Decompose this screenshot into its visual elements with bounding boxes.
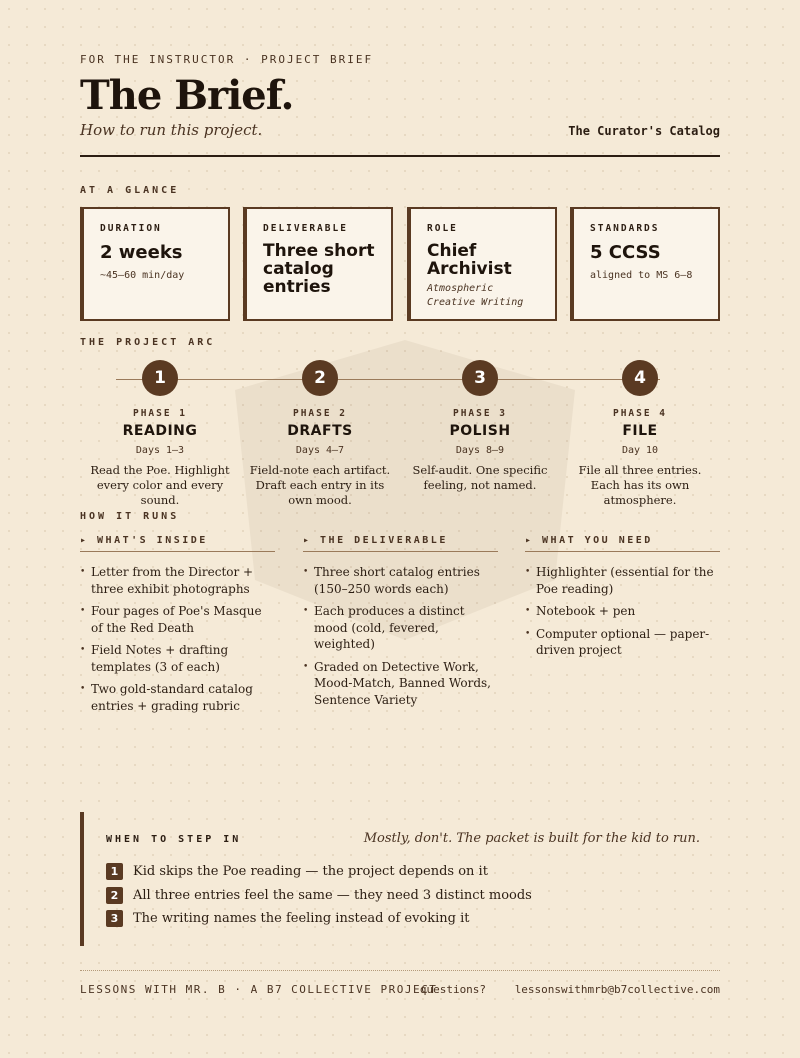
card-label: ROLE <box>427 223 458 234</box>
phase-days: Day 10 <box>621 445 659 456</box>
list-item: • Letter from the Director + three exhibit photographs <box>80 564 275 597</box>
step-number-badge: 3 <box>106 910 123 927</box>
step-text: Kid skips the Poe reading — the project depends on it <box>133 864 488 880</box>
list-item: • Four pages of Poe's Masque of the Red Death <box>80 603 275 636</box>
footer-rule <box>80 970 720 971</box>
how-it-runs-label: HOW IT RUNS <box>80 511 180 522</box>
phase-name: DRAFTS <box>287 423 353 439</box>
card-duration <box>80 207 230 321</box>
project-arc <box>80 360 720 510</box>
column-list <box>525 564 720 659</box>
column-whats-inside <box>80 535 275 720</box>
phase-name: FILE <box>622 423 658 439</box>
when-to-step-in-box <box>80 812 720 946</box>
phase-name: POLISH <box>449 423 511 439</box>
phase-number-badge: 2 <box>302 360 338 396</box>
card-standards <box>570 207 720 321</box>
step-item <box>106 860 532 884</box>
phase-1 <box>80 360 240 508</box>
phase-number-badge: 4 <box>622 360 658 396</box>
column-heading: ▸ THE DELIVERABLE <box>303 535 498 552</box>
card-value: Chief Archivist <box>427 241 512 279</box>
phase-number-badge: 1 <box>142 360 178 396</box>
phase-4 <box>560 360 720 508</box>
card-note: ~45–60 min/day <box>100 270 185 281</box>
phase-2 <box>240 360 400 508</box>
phase-description: File all three entries. Each has its own atmosphere. <box>578 463 702 507</box>
step-in-list <box>106 860 532 931</box>
list-item: • Field Notes + drafting templates (3 of each) <box>80 642 275 675</box>
step-text: The writing names the feeling instead of evoking it <box>133 911 470 927</box>
list-item: • Computer optional — paper-driven project <box>525 626 720 659</box>
card-role <box>407 207 557 321</box>
page-title: The Brief. <box>80 72 294 119</box>
brief-page <box>80 0 720 1058</box>
column-heading: ▸ WHAT YOU NEED <box>525 535 720 552</box>
footer-credit: LESSONS WITH MR. B · A B7 COLLECTIVE PROJECT <box>80 983 438 996</box>
phase-number-badge: 3 <box>462 360 498 396</box>
page-subtitle: How to run this project. <box>80 121 263 139</box>
header-rule <box>80 155 720 157</box>
step-text: All three entries feel the same — they need 3 distinct moods <box>133 887 532 903</box>
list-item: • Notebook + pen <box>525 603 720 620</box>
card-label: STANDARDS <box>590 223 660 234</box>
phase-days: Days 4–7 <box>295 445 345 456</box>
column-list <box>80 564 275 714</box>
list-item: • Two gold-standard catalog entries + grading rubric <box>80 681 275 714</box>
card-label: DELIVERABLE <box>263 223 348 234</box>
list-item: • Each produces a distinct mood (cold, fevered, weighted) <box>303 603 498 653</box>
card-deliverable <box>243 207 393 321</box>
phase-days: Days 1–3 <box>135 445 185 456</box>
card-value: Three short catalog entries <box>263 241 375 297</box>
phase-3 <box>400 360 560 493</box>
project-name: The Curator's Catalog <box>568 124 720 138</box>
step-in-note: Mostly, don't. The packet is built for the kid to run. <box>363 831 700 846</box>
column-what-you-need <box>525 535 720 665</box>
phase-days: Days 8–9 <box>455 445 505 456</box>
project-arc-label: THE PROJECT ARC <box>80 337 216 348</box>
step-item <box>106 907 532 931</box>
footer-question: questions? <box>419 983 487 996</box>
phase-label: PHASE 3 <box>452 408 508 419</box>
step-item <box>106 884 532 908</box>
phase-description: Field-note each artifact. Draft each entry in its own mood. <box>249 463 391 507</box>
step-in-label: WHEN TO STEP IN <box>106 834 242 845</box>
column-heading: ▸ WHAT'S INSIDE <box>80 535 275 552</box>
card-note: Atmospheric Creative Writing <box>427 283 524 308</box>
column-the-deliverable <box>303 535 498 714</box>
step-number-badge: 1 <box>106 863 123 880</box>
card-value: 5 CCSS <box>590 242 661 263</box>
at-a-glance-label: AT A GLANCE <box>80 185 180 196</box>
phase-label: PHASE 1 <box>132 408 188 419</box>
phase-description: Read the Poe. Highlight every color and every sound. <box>90 463 230 507</box>
phase-label: PHASE 4 <box>612 408 668 419</box>
step-number-badge: 2 <box>106 887 123 904</box>
phase-label: PHASE 2 <box>292 408 348 419</box>
card-note: aligned to MS 6–8 <box>590 270 693 281</box>
footer-contact <box>420 983 720 996</box>
card-value: 2 weeks <box>100 242 183 263</box>
list-item: • Highlighter (essential for the Poe reading) <box>525 564 720 597</box>
list-item: • Graded on Detective Work, Mood-Match, Banned Words, Sentence Variety <box>303 659 498 709</box>
column-list <box>303 564 498 708</box>
kicker: FOR THE INSTRUCTOR · PROJECT BRIEF <box>80 53 374 66</box>
list-item: • Three short catalog entries (150–250 words each) <box>303 564 498 597</box>
card-label: DURATION <box>100 223 162 234</box>
phase-description: Self-audit. One specific feeling, not named. <box>412 463 548 492</box>
footer-email-link[interactable]: lessonswithmrb@b7collective.com <box>514 983 720 996</box>
phase-name: READING <box>122 423 198 439</box>
at-a-glance-cards <box>80 207 720 321</box>
